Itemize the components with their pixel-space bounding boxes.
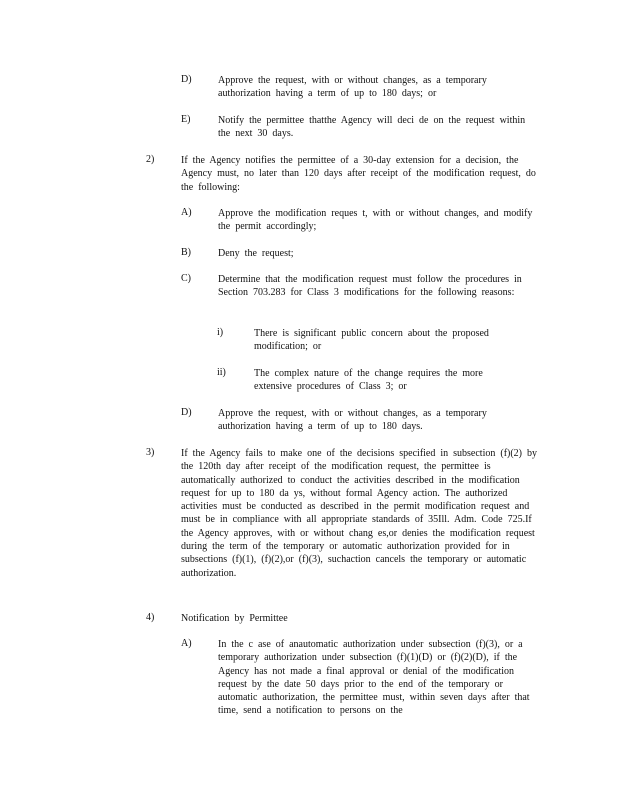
item-label: B) bbox=[181, 247, 191, 258]
item-label: 2) bbox=[146, 154, 155, 165]
item-text: The complex nature of the change requires the more extensive procedures of Class 3; or bbox=[254, 368, 483, 393]
item-text: Approve the modification reques t, with or without changes, and modify the permit accordingly; bbox=[218, 208, 533, 233]
item-label: A) bbox=[181, 638, 192, 649]
item-label: D) bbox=[181, 407, 192, 418]
item-label: 3) bbox=[146, 447, 155, 458]
item-text: Notification by Permittee bbox=[181, 613, 288, 624]
item-text: Approve the request, with or without changes, as a temporary authorization having a term of up to 180 days; or bbox=[218, 75, 487, 100]
item-label: 4) bbox=[146, 612, 155, 623]
item-text: Notify the permittee thatthe Agency will deci de on the request within the next 30 days. bbox=[218, 115, 526, 140]
item-label: D) bbox=[181, 74, 192, 85]
item-text: Determine that the modification request must follow the procedures in Section 703.283 for Class 3 modifications for the following reasons: bbox=[218, 274, 522, 299]
item-label: A) bbox=[181, 207, 192, 218]
item-text: There is significant public concern about the proposed modification; or bbox=[254, 328, 489, 353]
item-text: In the c ase of anautomatic authorization under subsection (f)(3), or a temporary authorization under subsection (f)(1)(D) or (f)(2)(D), if the Agency has not made a final approval or denial of the modification request by the date 50 days prior to the end of the temporary or automatic authorization, the permittee must, within seven days after that time, send a notification to persons on the bbox=[218, 639, 530, 717]
item-label: i) bbox=[217, 327, 224, 338]
item-label: ii) bbox=[217, 367, 226, 378]
item-text: Deny the request; bbox=[218, 248, 294, 259]
item-text: If the Agency notifies the permittee of a 30-day extension for a decision, the Agency must, no later than 120 days after receipt of the modification request, do the following: bbox=[181, 155, 536, 193]
item-text: Approve the request, with or without changes, as a temporary authorization having a term of up to 180 days. bbox=[218, 408, 487, 433]
item-label: E) bbox=[181, 114, 191, 125]
item-text: If the Agency fails to make one of the decisions specified in subsection (f)(2) by the 120th day after receipt of the modification request, the permittee is automatically authorized to conduct the activities described in the modification request for up to 180 da ys, without formal Agency action. The authorized activities must be conducted as described in the permit modification request and must be in compliance with all appropriate standards of 35Ill. Adm. Code 725.If the Agency approves, with or without chang es,or denies the modification request during the term of the temporary or automatic authorization provided for in subsections (f)(1), (f)(2),or (f)(3), suchaction cancels the temporary or automatic authorization. bbox=[181, 448, 538, 579]
item-label: C) bbox=[181, 273, 191, 284]
